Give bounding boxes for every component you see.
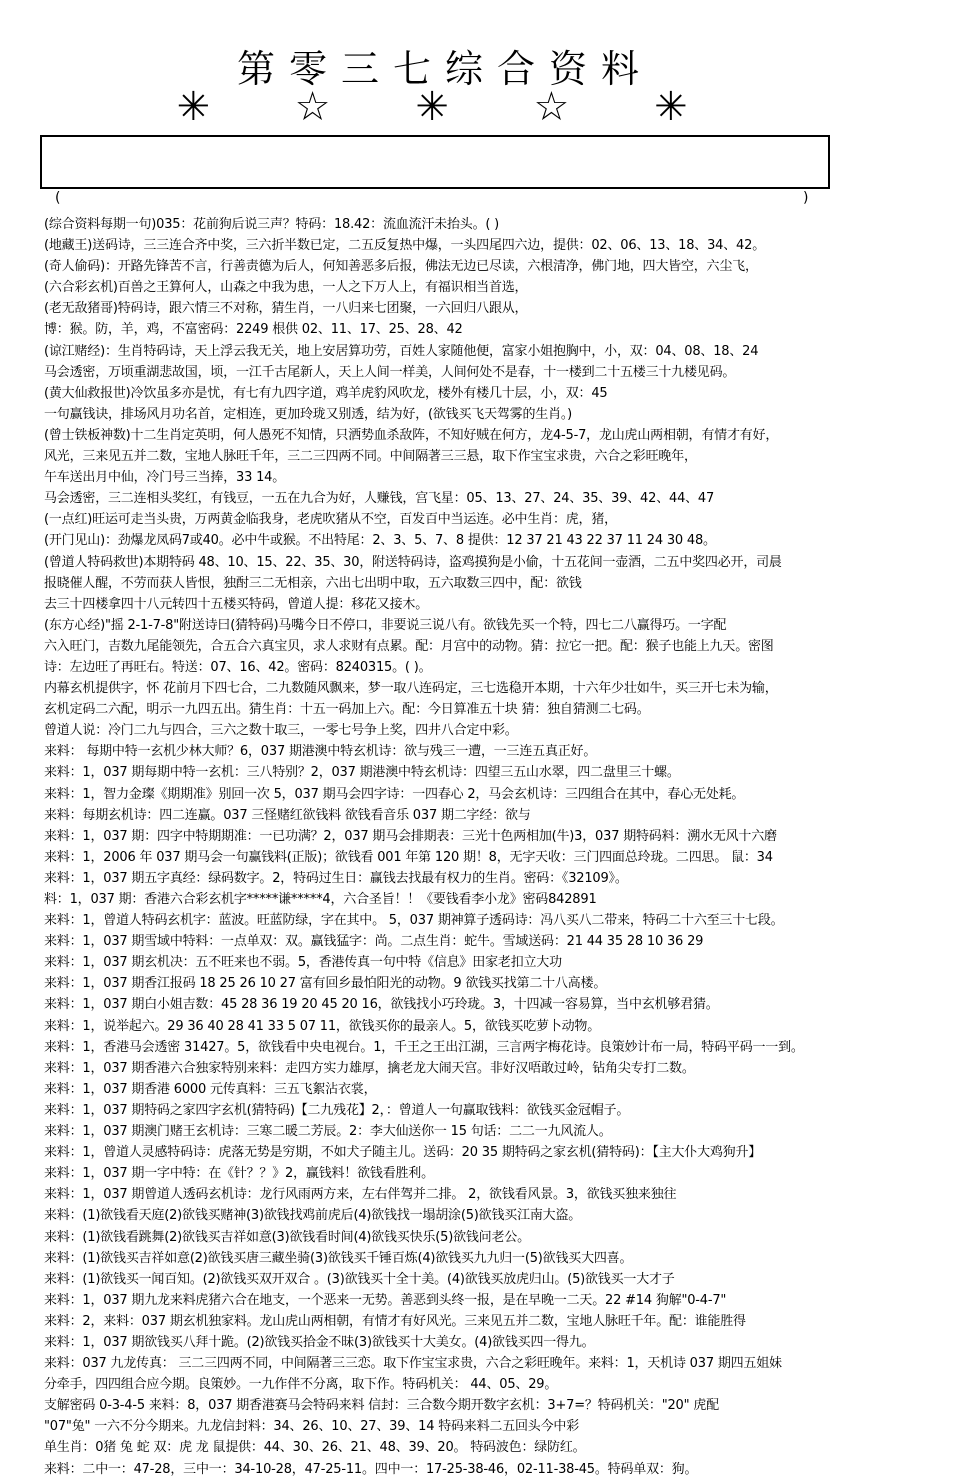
- text-line: 来料：1，037 期：四字中特期期准：一已功满？2，037 期马会排期表：三光十色两相加(牛)3，037 期特码料：溯水无风十六磨: [44, 828, 777, 844]
- text-line: 料：1，037 期：香港六合彩玄机字*****谦*****4，六合圣旨！！《要钱看李小龙》密码842891: [44, 892, 597, 907]
- text-line: 来料：(1)欲钱买吉祥如意(2)欲钱买唐三藏坐骑(3)欲钱买千锤百炼(4)欲钱买九九归一(5)欲钱买大四喜。: [44, 1250, 633, 1266]
- text-line: 来料：(1)欲钱看跳舞(2)欲钱买吉祥如意(3)欲钱看时间(4)欲钱买快乐(5)欲钱问老公。: [44, 1229, 530, 1245]
- text-line: 来料：1，037 期香港六合独家特别来料：走四方实力雄厚，擒老龙大闹天宫。非好汉唔敢过岭，钻角尖专打二数。: [44, 1060, 695, 1076]
- text-line: (综合资料每期一句)035：花前狗后说三声？特码：18.42：流血流汗未抬头。( ): [44, 217, 500, 232]
- text-line: 来料：1，037 期香港 6000 元传真料：三五飞絮沾衣裳，: [44, 1081, 377, 1097]
- text-line: (地藏王)送码诗，三三连合齐中奖，三六折半数已定，二五反复热中爆，一头四尾四六边，提供：02、06、13、18、34、42。: [44, 238, 765, 254]
- text-line: (一点红)旺运可走当头贵，万两黄金临我身，老虎吹猪从不空，百发百中当运连。必中生肖：虎，猪，: [44, 512, 617, 528]
- text-line: (黄大仙救报世)冷饮虽多亦是忧，有七有九四字道，鸡羊虎豹风吹龙，楼外有楼几十层，小，双：45: [44, 385, 608, 401]
- text-line: 来料：1，曾道人特码玄机字：蓝波。旺蓝防绿，字在其中。 5，037 期神算子透码诗：冯八买八二带来，特码二十六至三十七段。: [44, 913, 784, 929]
- text-line: (六合彩玄机)百兽之王算何人，山森之中我为患，一人之下万人上，有福识相当首选，: [44, 280, 528, 296]
- text-line: 来料：二中一：47-28，三中一：34-10-28，47-25-11。四中一：17-25-38-46，02-11-38-45。特码单双：狗。: [44, 1461, 698, 1477]
- text-line: 来料：1，2006 年 037 期马会一句赢钱料(正版)；欲钱看 001 年第 120 期！8，无字天收：三门四面总玲珑。二四思。 鼠：34: [44, 849, 773, 865]
- text-line: 来料：(1)欲钱买一闻百知。(2)欲钱买双开双合 。(3)欲钱买十全十美。(4)欲钱买放虎归山。(5)欲钱买一大才子: [44, 1271, 675, 1287]
- text-line: 来料：2，来料：037 期玄机独家料。龙山虎山两相朝，有情才有好风光。三来见五并二数，宝地人脉旺千年。配：谁能胜得: [44, 1313, 746, 1329]
- text-line: 来料：1，曾道人灵感特码诗：虎落无势是穷期，不如犬子随主儿。送码：20 35 期特码之家玄机(猜特码)：【主大仆大鸡狗升】: [44, 1145, 762, 1161]
- text-line: 来料：1，037 期香江报码 18 25 26 10 27 富有回乡最怕阳光的动物。9 欲钱买找第二十八高楼。: [44, 976, 607, 992]
- text-line: 来料：1，037 期五字真经：绿码数字。2，特码过生日：赢钱去找最有权力的生肖。密码：《32109》。: [44, 870, 628, 886]
- text-line: 诗：左边旺了再旺右。特送：07、16、42。密码：8240315。( )。: [44, 659, 432, 675]
- text-line: 一句赢钱诀，排场风月功名首，定相连，更加玲珑又别透，结为好，(欲钱买飞天驾雾的生肖。): [44, 406, 573, 422]
- text-line: 来料：1，香港马会透密 31427。5，欲钱看中央电视台。1，千王之王出江湖，三言两字梅花诗。良策妙计布一局，特码平码一一到。: [44, 1039, 804, 1055]
- blank-parentheses-row: [55, 190, 815, 206]
- text-line: 来料：1，037 期玄机决：五不旺来也不弱。5，香港传真一句中特《信息》田家老扣立大功: [44, 955, 562, 971]
- text-line: 分牵手，四四组合应今期。良策妙。一九作伴不分离，取下作。特码机关： 44、05、29。: [44, 1377, 558, 1393]
- blank-info-box: [40, 135, 830, 189]
- text-line: 来料：1，037 期一字中特：在《针？？》2，赢钱料！欲钱看胜利。: [44, 1166, 434, 1182]
- star-decoration-row: ✳ ☆ ✳ ☆ ✳: [176, 84, 724, 130]
- text-line: (谅江赌经)：生肖特码诗，天上浮云我无关，地上安居算功劳，百姓人家随他便，富家小姐抱胸中，小，双：04、08、18、24: [44, 343, 759, 359]
- text-line: (东方心经)"摇 2-1-7-8"附送诗曰(猜特码)马嘴今日不停口，非要说三说八有。欲钱先买一个特，四七二八赢得巧。一字配: [44, 617, 727, 633]
- text-line: 马会透密，万顷重湖悲故国，顷，一江千古尾新人，天上人间一样美，人间何处不是春，十一楼到二十五楼三十九楼见码。: [44, 364, 736, 380]
- text-line: 来料：1，037 期白小姐吉数：45 28 36 19 20 45 20 16，欲钱找小巧玲珑。3，十四减一容易算，当中玄机够君猜。: [44, 997, 719, 1013]
- text-line: 来料：(1)欲钱看天庭(2)欲钱买赌神(3)欲钱找鸡前虎后(4)欲钱找一塌胡涂(5)欲钱买江南大盗。: [44, 1208, 582, 1224]
- text-line: 来料：1，037 期特码之家四字玄机(猜特码)【二九残花】2，：曾道人一句赢取钱料：欲钱买金冠帽子。: [44, 1102, 630, 1118]
- text-line: 玄机定码二六配，明示一九四五出。猜生肖：十五一码加上六。配：今日算准五十块 猜：独自猜测二七码。: [44, 702, 650, 718]
- text-line: 来料：037 九龙传真： 三二三四两不同，中间隔著三三恋。取下作宝宝求贵，六合之彩旺晚年。来料：1，天机诗 037 期四五姐妹: [44, 1356, 782, 1372]
- page-title: 第零三七综合资料: [236, 47, 653, 91]
- text-line: 支解密码 0-3-4-5 来料：8，037 期香港赛马会特码来料 信封：三合数今期开数字玄机：3+7=？特码机关："20" 虎配: [44, 1398, 719, 1414]
- text-line: 风光，三来见五并二数，宝地人脉旺千年，三二三四两不同。中间隔著三三悬，取下作宝宝求贵，六合之彩旺晚年，: [44, 449, 697, 465]
- text-line: 报晓催人醒，不劳而获人皆恨，独酎三二无相亲，六出七出明中取，五六取数三四中，配：欲钱: [44, 575, 582, 591]
- text-line: 午车送出月中仙，冷门号三当捧，33 14。: [44, 470, 286, 486]
- text-line: "07"兔" 一六不分今期来。九龙信封料：34、26、10、27、39、14 特码来料二五回头今中彩: [44, 1419, 579, 1435]
- text-line: 来料：1，说举起六。29 36 40 28 41 33 5 07 11，欲钱买你的最亲人。5，欲钱买吃萝卜动物。: [44, 1018, 601, 1034]
- text-line: 博：猴。防，羊，鸡，不富密码：2249 根供 02、11、17、25、28、42: [44, 322, 463, 338]
- text-line: (老无敌猪哥)特码诗，跟六情三不对称，猜生肖，一八归来七团聚，一六回归八跟从，: [44, 301, 528, 317]
- text-line: 来料：1，037 期欲钱买八拜十跪。(2)欲钱买拾金不昧(3)欲钱买十大美女。(4)欲钱买四一得九。: [44, 1334, 595, 1350]
- text-line: (开门见山)：劲爆龙凤码7或40。必中牛或猴。不出特尾：2、3、5、7、8 提供：12 37 21 43 22 37 11 24 30 48。: [44, 533, 716, 549]
- paren-open: (: [55, 190, 61, 206]
- text-line: (奇人偷码)：开路先锋苦不言，行善责德为后人，何知善恶多后报，佛法无边已尽读，六根清净，佛门地，四大皆空，六尘飞，: [44, 259, 758, 275]
- paren-close: ): [803, 190, 809, 206]
- text-line: 来料： 每期中特一玄机少林大师？6，037 期港澳中特玄机诗：欲与残三一遭，一三连五真正好。: [44, 744, 597, 760]
- text-line: 来料：1，037 期雪域中特料：一点单双：双。赢钱猛字：尚。二点生肖：蛇牛。雪域送码：21 44 35 28 10 36 29: [44, 934, 704, 950]
- text-line: 来料：1，037 期澳门赌王玄机诗：三寒二暖二芳辰。2：李大仙送你一 15 句话：二二一九风流人。: [44, 1124, 612, 1140]
- text-line: 去三十四楼拿四十八元转四十五楼买特码，曾道人提：移花又接木。: [44, 596, 429, 612]
- text-line: 来料：1，智力金璨《期期准》别回一次 5，037 期马会四字诗：一四春心 2，马会玄机诗：三四组合在其中，春心无处耗。: [44, 786, 745, 802]
- text-line: 来料：1，037 期九龙来料虎猪六合在地支，一个恶来一无势。善恶到头终一报，是在早晚一二天。22 #14 狗解"0-4-7": [44, 1292, 727, 1308]
- text-line: 马会透密，三二连相头奖红，有钱豆，一五在九合为好，人赚钱，宫飞星：05、13、27、24、35、39、42、44、47: [44, 491, 715, 507]
- text-line: 单生肖：0猪 兔 蛇 双：虎 龙 鼠提供：44、30、26、21、48、39、20。 特码波色：绿防红。: [44, 1440, 586, 1456]
- text-line: 来料：1，037 期曾道人透码玄机诗：龙行风雨两方来，左右伴驾并二排。 2，欲钱看风景。3，欲钱买独来独往: [44, 1187, 677, 1203]
- text-line: (曾士铁板神数)十二生肖定英明，何人愚死不知情，只洒势血杀敌阵，不知好贼在何方，龙4-5-7，龙山虎山两相朝，有情才有好，: [44, 427, 779, 443]
- text-line: 六入旺门，吉数九尾能领先，合五合六真宝贝，求人求财有点累。配：月宫中的动物。猜：拉它一把。配：猴子也能上九天。密图: [44, 638, 774, 654]
- text-line: 来料：1，037 期每期中特一玄机：三八特别？2，037 期港澳中特玄机诗：四望三五山水翠，四二盘里三十螺。: [44, 765, 680, 781]
- text-line: (曾道人特码救世)本期特码 48、10、15、22、35、30，附送特码诗，盗鸡摸狗是小偷，十五花间一壶酒，二五中奖四必开，司晨: [44, 554, 782, 570]
- content-lines: [44, 214, 972, 1480]
- text-line: 来料：每期玄机诗：四二连赢。037 三怪赌红欲钱料 欲钱看音乐 037 期二字经：欲与: [44, 807, 531, 823]
- text-line: 内幕玄机提供字，怀 花前月下四七合，二九数随风飘来，梦一取八连码定，三七选稳开本期，十六年少壮如牛，买三开七未为输，: [44, 681, 778, 697]
- text-line: 曾道人说：冷门二九与四合，三六之数十取三，一零七号争上奖，四井八合定中彩。: [44, 723, 518, 739]
